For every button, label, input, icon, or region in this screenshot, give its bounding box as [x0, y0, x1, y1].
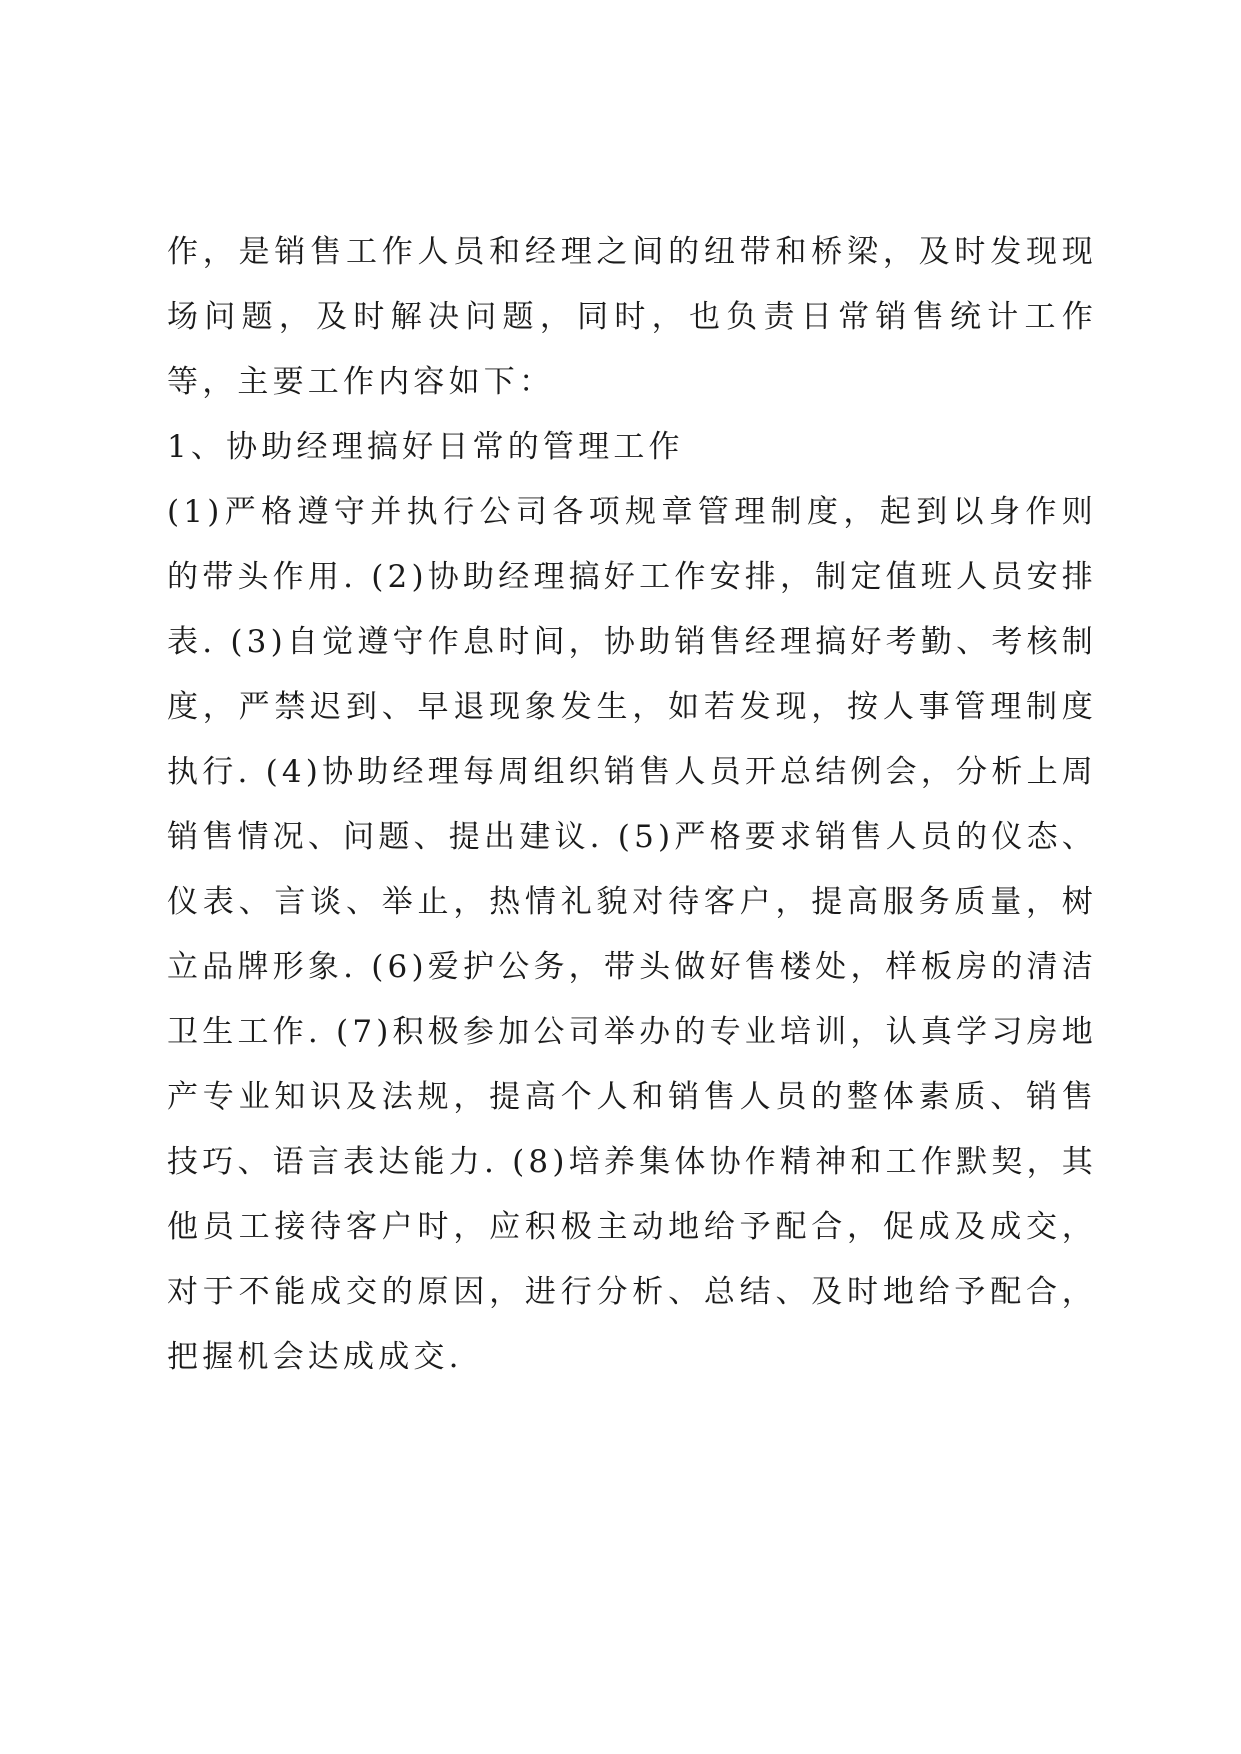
intro-paragraph: 作，是销售工作人员和经理之间的纽带和桥梁，及时发现现场问题，及时解决问题，同时，也负责日常销售统计工作等，主要工作内容如下：: [167, 234, 1097, 400]
body-paragraph: (1)严格遵守并执行公司各项规章管理制度，起到以身作则的带头作用. (2)协助经理搞好工作安排，制定值班人员安排表. (3)自觉遵守作息时间，协助销售经理搞好考勤、考核制度，严禁迟到、早退现象发生，如若发现，按人事管理制度执行. (4)协助经理每周组织销售人员开总结例会，分析上周销售情况、问题、提出建议. (5)严格要求销售人员的仪态、仪表、言谈、举止，热情礼貌对待客户，提高服务质量，树立品牌形象. (6)爱护公务，带头做好售楼处，样板房的清洁卫生工作. (7)积极参加公司举办的专业培训，认真学习房地产专业知识及法规，提高个人和销售人员的整体素质、销售技巧、语言表达能力. (8)培养集体协作精神和工作默契，其他员工接待客户时，应积极主动地给予配合，促成及成交，对于不能成交的原因，进行分析、总结、及时地给予配合，把握机会达成成交.: [167, 494, 1097, 1375]
section-heading: 1、协助经理搞好日常的管理工作: [167, 429, 684, 465]
document-body: [167, 220, 1097, 1390]
